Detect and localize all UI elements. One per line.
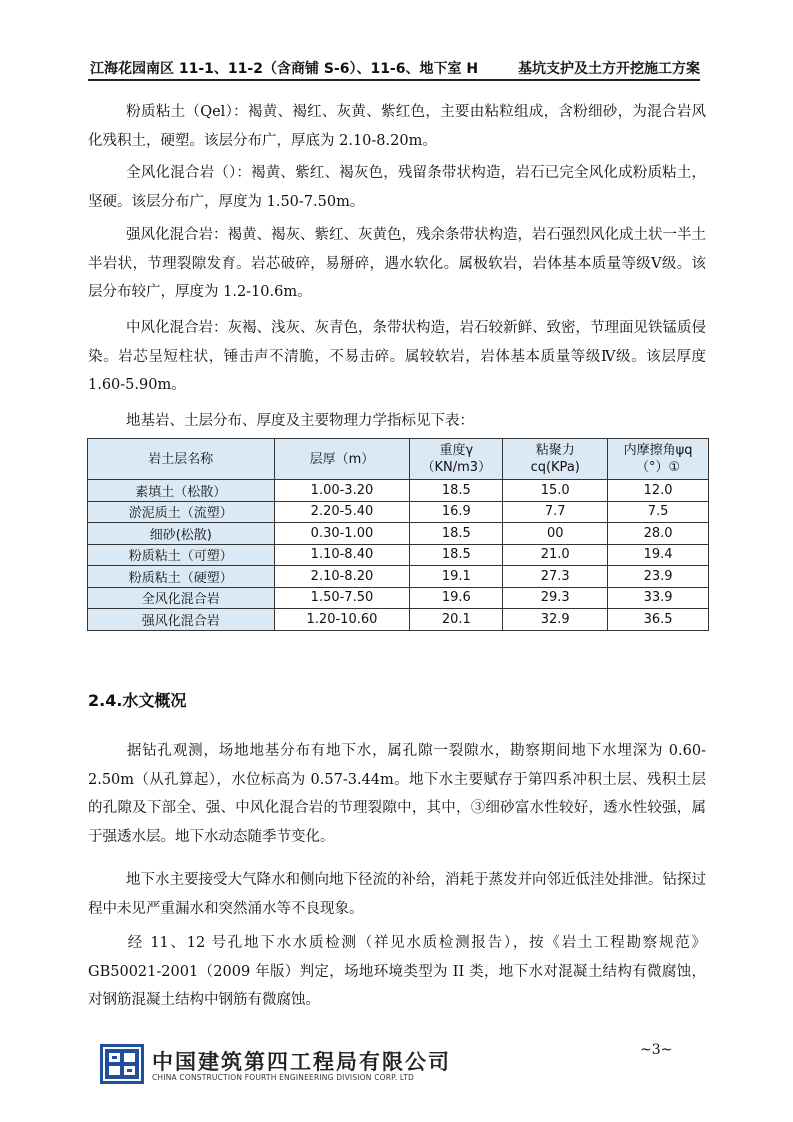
soil-properties-table — [87, 438, 709, 631]
paragraph-strongly-weathered — [88, 221, 706, 307]
header-friction-line2: （°）① — [635, 460, 681, 475]
cell-thickness: 2.10-8.20 — [274, 566, 410, 588]
cell-unit-weight: 18.5 — [410, 523, 503, 545]
paragraph-text: 全风化混合岩（）：褐黄、紫红、褐灰色，残留条带状构造，岩石已完全风化成粉质粘土，坚硬。该层分布广，厚度为 1.50-7.50m。 — [88, 165, 706, 210]
cell-thickness: 1.50-7.50 — [274, 587, 410, 609]
paragraph-text: 中风化混合岩：灰褐、浅灰、灰青色，条带状构造，岩石较新鲜、致密，节理面见铁锰质侵染。岩芯呈短柱状，锤击声不清脆，不易击碎。属较软岩，岩体基本质量等级Ⅳ级。该层厚度 1.60-5.90m。 — [88, 320, 706, 393]
cell-cohesion: 15.0 — [503, 480, 608, 502]
cell-friction-angle: 33.9 — [608, 587, 709, 609]
paragraph-text: 据钻孔观测，场地地基分布有地下水，属孔隙一裂隙水，勘察期间地下水埋深为 0.60-2.50m（从孔算起），水位标高为 0.57-3.44m。地下水主要赋存于第四系冲积土层、残积土层的孔隙及下部全、强、中风化混合岩的节理裂隙中，其中，③细砂富水性较好，透水性较强，属于强透水层。地下水动态随季节变化。 — [88, 743, 706, 845]
table-header-row — [88, 439, 709, 480]
cell-cohesion: 32.9 — [503, 609, 608, 631]
cell-cohesion: 00 — [503, 523, 608, 545]
cell-layer-name: 强风化混合岩 — [88, 609, 275, 631]
header-unit-weight — [410, 439, 503, 480]
cell-thickness: 0.30-1.00 — [274, 523, 410, 545]
header-project-title: 江海花园南区 11-1、11-2（含商铺 S-6）、11-6、地下室 H — [90, 61, 479, 77]
cell-layer-name: 全风化混合岩 — [88, 587, 275, 609]
cell-unit-weight: 20.1 — [410, 609, 503, 631]
table-row — [88, 566, 709, 588]
paragraph-moderately-weathered — [88, 314, 706, 400]
table-row — [88, 501, 709, 523]
paragraph-groundwater-observation — [88, 737, 706, 851]
table-row — [88, 609, 709, 631]
paragraph-table-intro — [88, 407, 706, 436]
cell-cohesion: 21.0 — [503, 544, 608, 566]
company-name-english: CHINA CONSTRUCTION FOURTH ENGINEERING DIVISION CORP. LTD — [152, 1073, 414, 1082]
paragraph-silty-clay — [88, 98, 706, 155]
cell-unit-weight: 19.1 — [410, 566, 503, 588]
cell-friction-angle: 12.0 — [608, 480, 709, 502]
cell-friction-angle: 23.9 — [608, 566, 709, 588]
cell-layer-name: 细砂(松散) — [88, 523, 275, 545]
paragraph-water-quality — [88, 929, 706, 1015]
header-unit-weight-line1: 重度γ — [439, 443, 474, 458]
cell-layer-name: 粉质粘土（可塑） — [88, 544, 275, 566]
paragraph-text: 地下水主要接受大气降水和侧向地下径流的补给，消耗于蒸发并向邻近低洼处排泄。钻探过程中未见严重漏水和突然涌水等不良现象。 — [88, 872, 706, 917]
cell-friction-angle: 28.0 — [608, 523, 709, 545]
table-row — [88, 587, 709, 609]
header-thickness: 层厚（m） — [274, 439, 410, 480]
table-row — [88, 544, 709, 566]
paragraph-groundwater-recharge — [88, 866, 706, 923]
cell-cohesion: 27.3 — [503, 566, 608, 588]
cell-friction-angle: 36.5 — [608, 609, 709, 631]
header-unit-weight-line2: （KN/m3） — [421, 460, 492, 475]
cell-cohesion: 29.3 — [503, 587, 608, 609]
cell-friction-angle: 19.4 — [608, 544, 709, 566]
cell-layer-name: 淤泥质土（流塑） — [88, 501, 275, 523]
cell-unit-weight: 18.5 — [410, 480, 503, 502]
paragraph-text: 强风化混合岩：褐黄、褐灰、紫红、灰黄色，残余条带状构造，岩石强烈风化成土状一半土半岩状，节理裂隙发育。岩芯破碎，易掰碎，遇水软化。属极软岩，岩体基本质量等级Ⅴ级。该层分布较广，厚度为 1.2-10.6m。 — [88, 227, 706, 300]
cell-thickness: 2.20-5.40 — [274, 501, 410, 523]
header-cohesion-line1: 粘聚力 — [535, 443, 575, 458]
header-friction-angle — [608, 439, 709, 480]
page-header — [88, 57, 700, 81]
cell-friction-angle: 7.5 — [608, 501, 709, 523]
cell-cohesion: 7.7 — [503, 501, 608, 523]
cell-thickness: 1.00-3.20 — [274, 480, 410, 502]
header-cohesion-line2: cq(KPa) — [530, 460, 580, 475]
cell-thickness: 1.20-10.60 — [274, 609, 410, 631]
header-document-title: 基坑支护及土方开挖施工方案 — [518, 61, 700, 77]
table-row — [88, 523, 709, 545]
page-number: ~3~ — [640, 1042, 673, 1058]
paragraph-text: 经 11、12 号孔地下水水质检测（祥见水质检测报告），按《岩土工程勘察规范》GB50021-2001（2009 年版）判定，场地环境类型为 II 类，地下水对混凝土结构有微腐蚀，对钢筋混凝土结构中钢筋有微腐蚀。 — [88, 935, 706, 1008]
cell-layer-name: 素填土（松散） — [88, 480, 275, 502]
cell-layer-name: 粉质粘土（硬塑） — [88, 566, 275, 588]
company-logo-icon — [100, 1044, 144, 1084]
header-layer-name: 岩土层名称 — [88, 439, 275, 480]
table-row — [88, 480, 709, 502]
company-name-chinese: 中国建筑第四工程局有限公司 — [152, 1050, 451, 1074]
cell-thickness: 1.10-8.40 — [274, 544, 410, 566]
cell-unit-weight: 18.5 — [410, 544, 503, 566]
section-title-hydrology: 2.4.水文概况 — [88, 691, 187, 710]
header-friction-line1: 内摩擦角ψq — [623, 443, 693, 458]
cell-unit-weight: 16.9 — [410, 501, 503, 523]
paragraph-text: 地基岩、土层分布、厚度及主要物理力学指标见下表： — [126, 413, 474, 429]
paragraph-text: 粉质粘土（Qel）：褐黄、褐红、灰黄、紫红色，主要由粘粒组成，含粉细砂，为混合岩风化残积土，硬塑。该层分布广，厚底为 2.10-8.20m。 — [88, 104, 706, 149]
cell-unit-weight: 19.6 — [410, 587, 503, 609]
paragraph-fully-weathered — [88, 159, 706, 216]
header-cohesion — [503, 439, 608, 480]
